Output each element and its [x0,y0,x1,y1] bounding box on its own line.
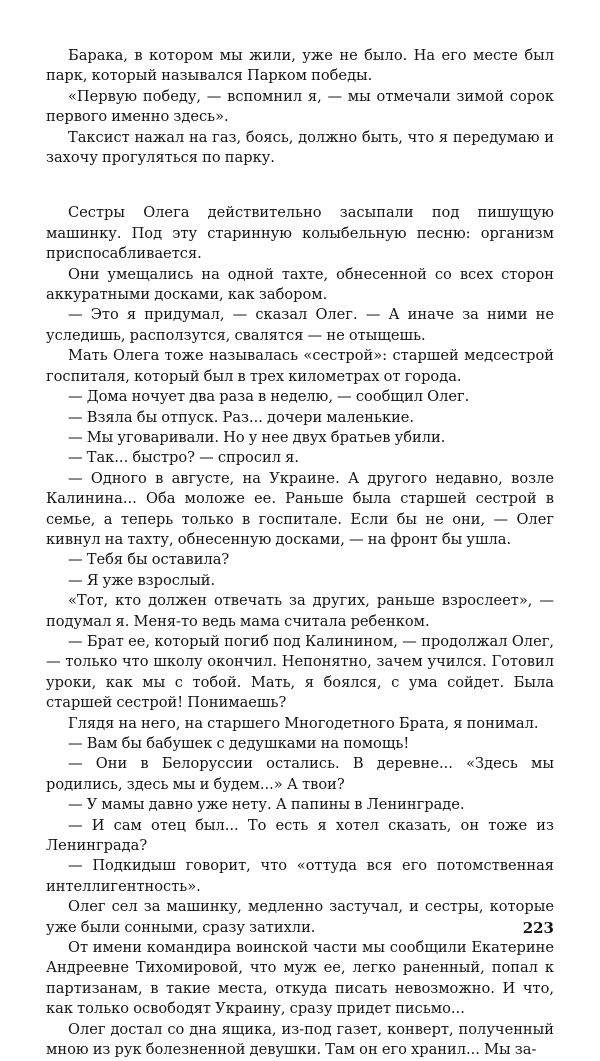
dialogue-line: — Дома ночует два раза в неделю, — сообщил Олег. [68,388,470,406]
page-text [46,46,554,1061]
paragraph: Они умещались на одной тахте, обнесенной со всех сторон аккуратными досками, как забором. [46,265,554,304]
paragraph: Барака, в котором мы жили, уже не было. На его месте был парк, который назывался Парком победы. [46,47,554,85]
dialogue-line: — И сам отец был... То есть я хотел сказать, он тоже из Ленинграда? [46,816,554,855]
dialogue-line: — Подкидыш говорит, что «оттуда вся его потомственная интеллигентность». [46,857,554,895]
paragraph: Глядя на него, на старшего Многодетного Брата, я понимал. [68,714,539,732]
dialogue-line: — Брат ее, который погиб под Калинином, — продолжал Олег, — только что школу окончил. Непонятно, зачем учился. Готовил уроки, как мы с тобой. Мать, я боялся, с ума сойдет. Была старшей сестрой! Понимаешь? [46,632,554,712]
dialogue-line: — Это я придумал, — сказал Олег. — А иначе за ними не уследишь, расползутся, свалятся — не отыщешь. [46,306,554,344]
paragraph: Олег сел за машинку, медленно застучал, и сестры, которые уже были сонными, сразу затихли. [46,898,554,936]
dialogue-line: — Я уже взрослый. [68,571,216,589]
paragraph: Олег достал со дна ящика, из-под газет, конверт, полученный мною из рук болезненной девушки. Там он его хранил... Мы за- [46,1020,554,1059]
dialogue-line: — Они в Белоруссии остались. В деревне... «Здесь мы родились, здесь мы и будем...» А твои? [46,755,554,793]
dialogue-line: — У мамы давно уже нету. А папины в Ленинграде. [68,796,465,814]
dialogue-line: — Вам бы бабушек с дедушками на помощь! [68,735,410,752]
paragraph: Мать Олега тоже называлась «сестрой»: старшей медсестрой госпиталя, который был в трех километрах от города. [46,347,554,385]
paragraph: Таксист нажал на газ, боясь, должно быть, что я передумаю и захочу прогуляться по парку. [46,128,554,167]
paragraph: Сестры Олега действительно засыпали под пишущую машинку. Под эту старинную колыбельную песню: организм приспосабливается. [46,204,554,263]
dialogue-line: — Тебя бы оставила? [68,551,230,569]
dialogue-line: — Взяла бы отпуск. Раз... дочери маленькие. [68,408,415,426]
dialogue-line: — Одного в августе, на Украине. А другого недавно, возле Калинина... Оба моложе ее. Раньше была старшей сестрой в семье, а теперь только в госпитале. Если бы не они, — Олег кивнул на тахту, обнесенную досками, — на фронт бы ушла. [46,469,554,548]
dialogue-line: — Мы уговаривали. Но у нее двух братьев убили. [68,428,446,446]
dialogue-line: — Так... быстро? — спросил я. [68,449,299,467]
paragraph: «Тот, кто должен отвечать за других, раньше взрослеет», — подумал я. Меня-то ведь мама считала ребенком. [46,592,554,630]
paragraph: От имени командира воинской части мы сообщили Екатерине Андреевне Тихомировой, что муж ее, легко раненный, попал к партизанам, в такие места, откуда писать невозможно. И что, как только освободят Украину, сразу придет письмо... [46,939,554,1018]
page-number: 223 [522,919,554,937]
section-two [46,203,554,1060]
section-one [46,46,554,168]
paragraph: «Первую победу, — вспомнил я, — мы отмечали зимой сорок первого именно здесь». [46,87,554,126]
